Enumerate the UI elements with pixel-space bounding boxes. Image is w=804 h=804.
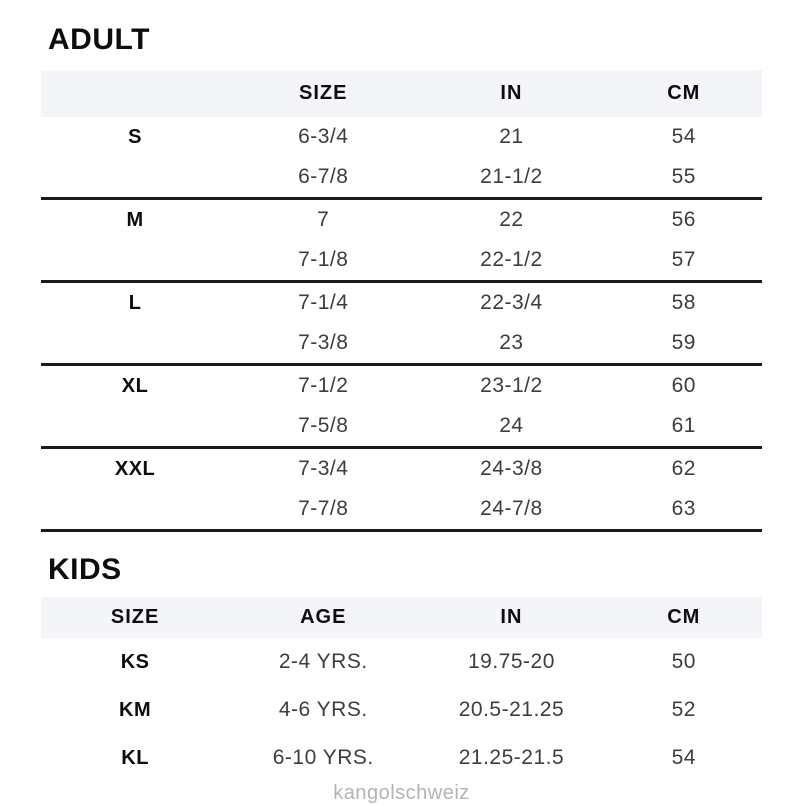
table-cell: 54	[671, 125, 696, 148]
table-cell: 50	[671, 650, 696, 673]
adult-col-header-blank	[41, 70, 229, 117]
table-cell: 57	[671, 248, 696, 271]
adult-col-header-cm: CM	[667, 82, 701, 104]
table-cell: 7-1/4	[298, 291, 349, 314]
kids-section-title: KIDS	[48, 553, 122, 586]
adult-size-group-s	[41, 117, 762, 200]
kids-col-header-size: SIZE	[110, 606, 160, 628]
table-cell: 58	[671, 291, 696, 314]
table-cell: 59	[671, 331, 696, 354]
size-label-spacer	[41, 323, 229, 363]
size-label: L	[128, 291, 142, 314]
table-row	[41, 638, 762, 686]
table-cell: 7-7/8	[298, 497, 349, 520]
table-row	[41, 240, 762, 280]
table-cell: 23-1/2	[480, 374, 543, 397]
table-row	[41, 449, 762, 489]
size-label-spacer	[41, 489, 229, 529]
kids-col-header-age: AGE	[300, 606, 347, 628]
table-cell: 60	[671, 374, 696, 397]
table-cell: 7-3/4	[298, 457, 349, 480]
table-cell: 24-7/8	[480, 497, 543, 520]
table-cell: 7-1/8	[298, 248, 349, 271]
kids-size-table	[41, 597, 762, 782]
table-row	[41, 489, 762, 529]
table-row	[41, 323, 762, 363]
adult-col-header-in: IN	[500, 82, 523, 104]
table-row	[41, 117, 762, 157]
table-cell: 52	[671, 698, 696, 721]
table-cell: 4-6 YRS.	[278, 698, 368, 721]
adult-size-group-xxl	[41, 449, 762, 532]
table-cell: 6-10 YRS.	[272, 746, 374, 769]
table-row	[41, 200, 762, 240]
table-cell: 24-3/8	[480, 457, 543, 480]
table-cell: 7-1/2	[298, 374, 349, 397]
table-cell: 6-7/8	[298, 165, 349, 188]
size-label: KS	[120, 650, 150, 673]
table-row	[41, 366, 762, 406]
adult-size-group-xl	[41, 366, 762, 449]
size-label: XL	[121, 374, 149, 397]
table-cell: 22	[499, 208, 524, 231]
table-cell: 56	[671, 208, 696, 231]
kids-table-header-row	[41, 597, 762, 638]
size-label: XXL	[114, 457, 156, 480]
table-row	[41, 157, 762, 197]
size-label: KL	[121, 746, 149, 769]
table-cell: 62	[671, 457, 696, 480]
kids-col-header-in: IN	[500, 606, 523, 628]
table-cell: 23	[499, 331, 524, 354]
size-label-spacer	[41, 240, 229, 280]
table-cell: 22-3/4	[480, 291, 543, 314]
table-row	[41, 734, 762, 782]
table-cell: 2-4 YRS.	[278, 650, 368, 673]
table-cell: 20.5-21.25	[458, 698, 565, 721]
table-cell: 7	[317, 208, 330, 231]
adult-col-header-size: SIZE	[299, 82, 348, 104]
table-cell: 21-1/2	[480, 165, 543, 188]
adult-size-group-m	[41, 200, 762, 283]
size-label: S	[128, 125, 142, 148]
table-cell: 63	[671, 497, 696, 520]
size-label-spacer	[41, 406, 229, 446]
table-cell: 21	[499, 125, 524, 148]
table-row	[41, 686, 762, 734]
table-row	[41, 283, 762, 323]
size-label: KM	[119, 698, 152, 721]
adult-size-group-l	[41, 283, 762, 366]
table-cell: 21.25-21.5	[458, 746, 565, 769]
table-cell: 24	[499, 414, 524, 437]
table-cell: 7-3/8	[298, 331, 349, 354]
kids-col-header-cm: CM	[667, 606, 701, 628]
table-cell: 55	[671, 165, 696, 188]
table-cell: 7-5/8	[298, 414, 349, 437]
adult-size-table	[41, 70, 762, 532]
table-cell: 6-3/4	[298, 125, 349, 148]
table-cell: 22-1/2	[480, 248, 543, 271]
adult-table-header-row	[41, 70, 762, 117]
table-cell: 19.75-20	[467, 650, 555, 673]
watermark-text: kangolschweiz	[333, 782, 470, 804]
size-label: M	[126, 208, 144, 231]
table-cell: 54	[671, 746, 696, 769]
table-row	[41, 406, 762, 446]
adult-section-title: ADULT	[48, 23, 150, 56]
size-label-spacer	[41, 157, 229, 197]
table-cell: 61	[671, 414, 696, 437]
